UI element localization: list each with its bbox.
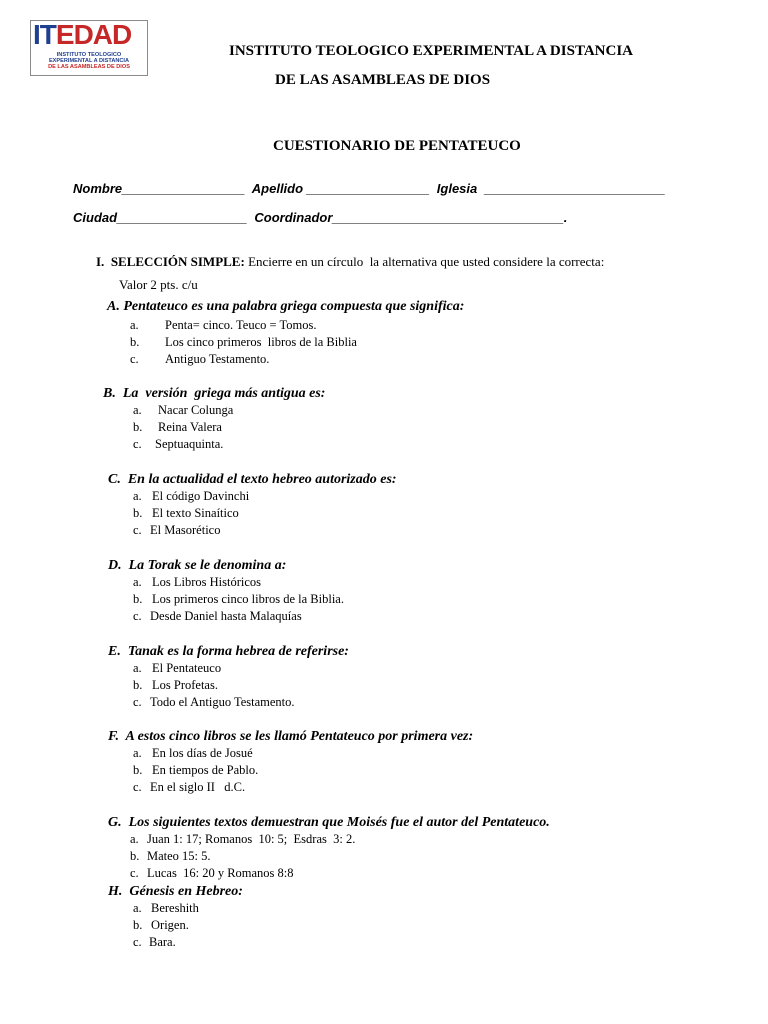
logo-text-line-3: DE LAS ASAMBLEAS DE DIOS <box>48 64 130 70</box>
option-text[interactable]: Los cinco primeros libros de la Biblia <box>165 335 357 349</box>
section-instruction: Encierre en un círculo la alternativa que usted considere la correcta: <box>248 254 605 269</box>
option-letter[interactable]: a. <box>130 832 139 846</box>
option-letter[interactable]: b. <box>133 918 143 932</box>
option-letter[interactable]: b. <box>133 506 143 520</box>
logo <box>30 20 148 76</box>
option-letter[interactable]: b. <box>130 849 140 863</box>
option-letter[interactable]: b. <box>133 420 143 434</box>
option-text[interactable]: Lucas 16: 20 y Romanos 8:8 <box>147 866 294 880</box>
option-letter[interactable]: b. <box>130 335 140 349</box>
logo-text-line-2: EXPERIMENTAL A DISTANCIA <box>48 58 130 64</box>
option-text[interactable]: Mateo 15: 5. <box>147 849 211 863</box>
logo-text-line-1: INSTITUTO TEOLOGICO <box>56 52 122 58</box>
option-text[interactable]: El texto Sinaítico <box>152 506 239 520</box>
option-letter[interactable]: c. <box>133 780 142 794</box>
question-title: D. La Torak se le denomina a: <box>108 558 287 573</box>
option-text[interactable]: Septuaquinta. <box>155 437 224 451</box>
institution-name-line-1: INSTITUTO TEOLOGICO EXPERIMENTAL A DISTANCIA <box>229 43 633 59</box>
question-title: H. Génesis en Hebreo: <box>108 884 243 899</box>
option-text[interactable]: Origen. <box>151 918 189 932</box>
section-numeral: I. <box>96 254 105 269</box>
option-text[interactable]: El Masorético <box>150 523 221 537</box>
option-text[interactable]: Los Profetas. <box>152 678 218 692</box>
question-title: E. Tanak es la forma hebrea de referirse: <box>108 644 349 659</box>
option-letter[interactable]: b. <box>133 763 143 777</box>
option-text[interactable]: Todo el Antiguo Testamento. <box>150 695 295 709</box>
option-text[interactable]: En tiempos de Pablo. <box>152 763 259 777</box>
option-letter[interactable]: a. <box>133 746 142 760</box>
option-letter[interactable]: c. <box>130 352 139 366</box>
option-letter[interactable]: a. <box>133 575 142 589</box>
option-letter[interactable]: c. <box>133 695 142 709</box>
option-text[interactable]: En los días de Josué <box>152 746 253 760</box>
student-info-row-2: Ciudad__________________ Coordinador________________________________. <box>73 210 568 225</box>
question-title: B. La versión griega más antigua es: <box>103 386 326 401</box>
question-title: F. A estos cinco libros se les llamó Pentateuco por primera vez: <box>108 729 474 744</box>
question-title: A. Pentateuco es una palabra griega compuesta que significa: <box>107 299 465 314</box>
section-heading <box>96 254 604 270</box>
option-letter[interactable]: a. <box>133 403 142 417</box>
option-letter[interactable]: a. <box>133 661 142 675</box>
option-text[interactable]: En el siglo II d.C. <box>150 780 246 794</box>
institution-name-line-2: DE LAS ASAMBLEAS DE DIOS <box>275 72 491 88</box>
option-text[interactable]: Juan 1: 17; Romanos 10: 5; Esdras 3: 2. <box>147 832 356 846</box>
option-text[interactable]: Los Libros Históricos <box>152 575 262 589</box>
option-letter[interactable]: c. <box>133 609 142 623</box>
section-label: SELECCIÓN SIMPLE: <box>110 254 245 269</box>
option-text[interactable]: Los primeros cinco libros de la Biblia. <box>152 592 344 606</box>
point-value: Valor 2 pts. c/u <box>119 277 198 292</box>
option-text[interactable]: Reina Valera <box>158 420 222 434</box>
option-letter[interactable]: a. <box>133 901 142 915</box>
option-letter[interactable]: c. <box>133 935 142 949</box>
option-letter[interactable]: b. <box>133 592 143 606</box>
option-letter[interactable]: c. <box>133 523 142 537</box>
option-text[interactable]: Penta= cinco. Teuco = Tomos. <box>165 318 317 332</box>
student-info-row-1: Nombre_________________ Apellido _________________ Iglesia _________________________ <box>73 181 666 196</box>
option-letter[interactable]: c. <box>130 866 139 880</box>
option-text[interactable]: Bara. <box>149 935 176 949</box>
question-title: G. Los siguientes textos demuestran que Moisés fue el autor del Pentateuco. <box>108 815 550 830</box>
option-text[interactable]: Antiguo Testamento. <box>165 352 270 366</box>
option-letter[interactable]: a. <box>130 318 139 332</box>
option-letter[interactable]: a. <box>133 489 142 503</box>
question-title: C. En la actualidad el texto hebreo autorizado es: <box>108 472 397 487</box>
option-text[interactable]: El código Davinchi <box>152 489 250 503</box>
logo-wordmark: ITEDAD <box>33 19 132 50</box>
option-text[interactable]: Nacar Colunga <box>158 403 234 417</box>
option-text[interactable]: Bereshith <box>151 901 199 915</box>
document-title: CUESTIONARIO DE PENTATEUCO <box>273 138 521 154</box>
option-text[interactable]: El Pentateuco <box>152 661 222 675</box>
option-text[interactable]: Desde Daniel hasta Malaquías <box>150 609 302 623</box>
option-letter[interactable]: c. <box>133 437 142 451</box>
option-letter[interactable]: b. <box>133 678 143 692</box>
